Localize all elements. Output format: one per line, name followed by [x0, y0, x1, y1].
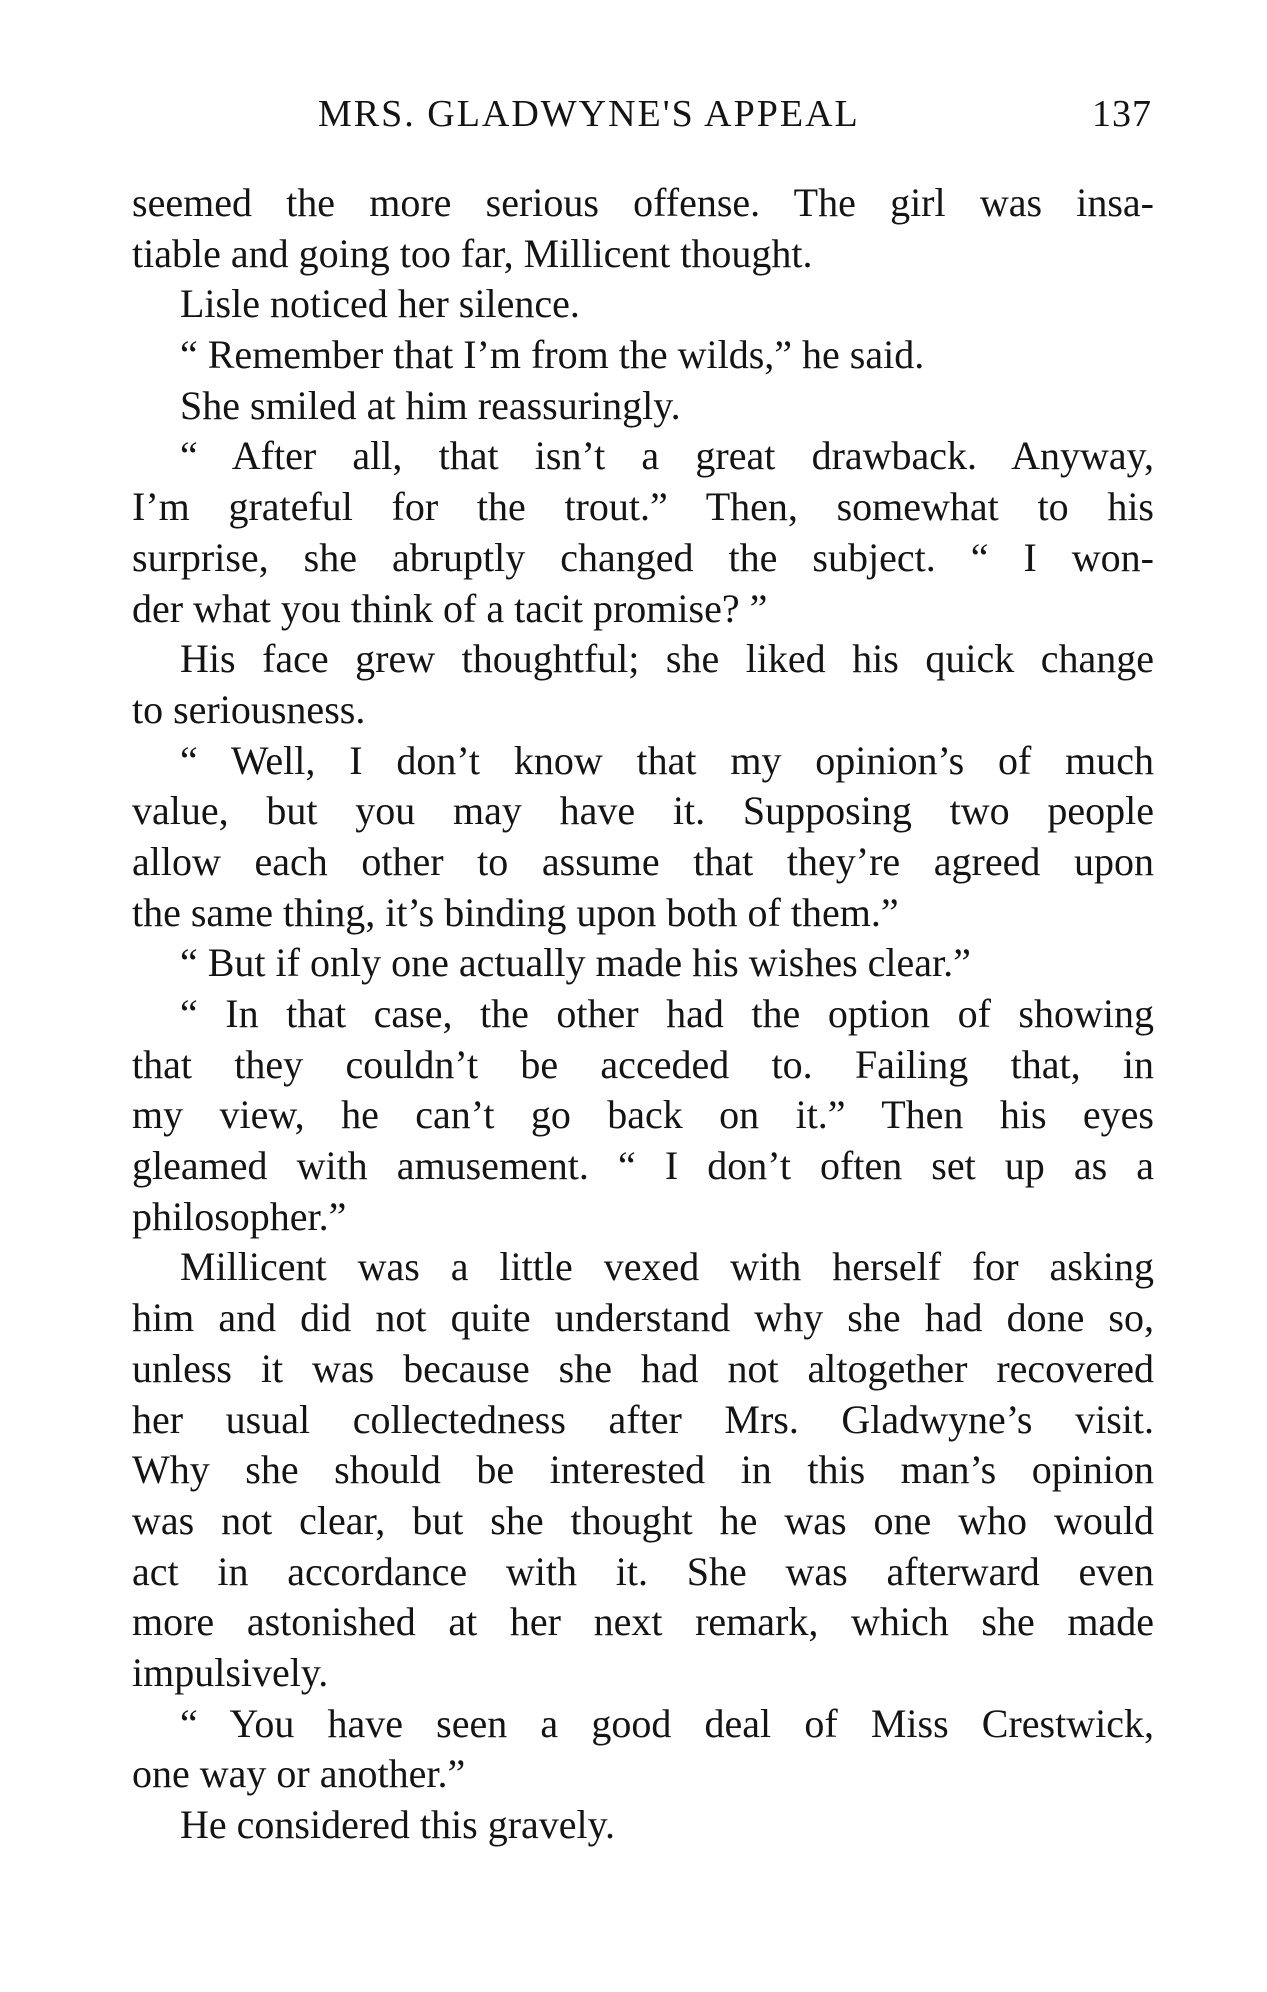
text-line: surprise, she abruptly changed the subject. “ I won- — [132, 534, 1154, 580]
text-line: “ After all, that isn’t a great drawback. Anyway, — [180, 433, 1154, 479]
text-line: to seriousness. — [132, 686, 366, 732]
page-number: 137 — [1092, 93, 1152, 135]
text-line: was not clear, but she thought he was one who would — [132, 1497, 1154, 1543]
text-line: her usual collectedness after Mrs. Gladwyne’s visit. — [132, 1396, 1154, 1442]
text-line: my view, he can’t go back on it.” Then his eyes — [132, 1092, 1154, 1138]
text-line: She smiled at him reassuringly. — [180, 382, 681, 428]
text-line: “ Well, I don’t know that my opinion’s of much — [180, 737, 1154, 783]
text-line: “ You have seen a good deal of Miss Crestwick, — [180, 1700, 1154, 1746]
text-line: act in accordance with it. She was afterward even — [132, 1548, 1154, 1594]
text-line: “ In that case, the other had the option of showing — [180, 991, 1154, 1036]
text-line: “ Remember that I’m from the wilds,” he said. — [180, 332, 925, 378]
text-line: der what you think of a tacit promise? ” — [132, 585, 768, 631]
text-line: gleamed with amusement. “ I don’t often set up as a — [132, 1143, 1154, 1189]
text-line: He considered this gravely. — [180, 1802, 616, 1847]
text-line: seemed the more serious offense. The girl was insa- — [132, 180, 1154, 225]
text-line: the same thing, it’s binding upon both of them.” — [132, 889, 899, 935]
text-line: “ But if only one actually made his wishes clear.” — [180, 940, 971, 986]
text-line: tiable and going too far, Millicent thought. — [132, 230, 813, 276]
text-line: Millicent was a little vexed with herself for asking — [180, 1244, 1154, 1290]
text-line: unless it was because she had not altogether recovered — [132, 1345, 1154, 1391]
text-line: value, but you may have it. Supposing two people — [132, 788, 1154, 834]
text-line: impulsively. — [132, 1649, 329, 1695]
running-title: MRS. GLADWYNE'S APPEAL — [318, 93, 860, 135]
text-line: that they couldn’t be acceded to. Failing that, in — [132, 1041, 1154, 1087]
text-line: I’m grateful for the trout.” Then, somewhat to his — [132, 484, 1154, 530]
text-line: more astonished at her next remark, which she made — [132, 1599, 1154, 1645]
text-line: Why she should be interested in this man’s opinion — [132, 1447, 1154, 1493]
text-line: Lisle noticed her silence. — [180, 281, 580, 327]
text-line: him and did not quite understand why she had done so, — [132, 1295, 1154, 1341]
body-text — [132, 178, 1154, 1851]
text-line: His face grew thoughtful; she liked his quick change — [180, 636, 1154, 682]
text-line: philosopher.” — [132, 1193, 347, 1239]
text-line: one way or another.” — [132, 1751, 466, 1797]
running-head — [132, 92, 1152, 152]
text-line: allow each other to assume that they’re agreed upon — [132, 838, 1154, 884]
